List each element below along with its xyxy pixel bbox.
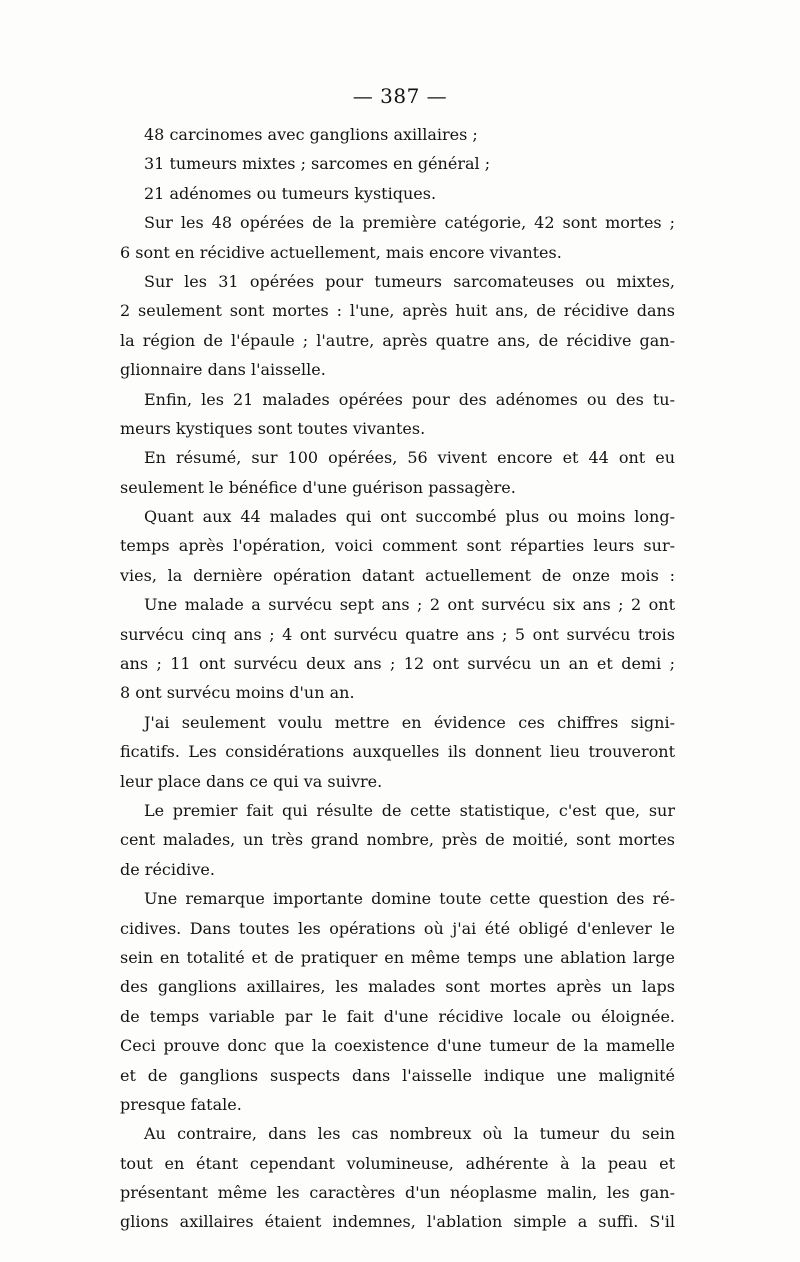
text-line: presque fatale. <box>120 1094 242 1114</box>
text-line: ficatifs. Les considérations auxquelles ils donnent lieu trouveront <box>120 742 675 762</box>
text-line: de récidive. <box>120 859 215 879</box>
text-line: et de ganglions suspects dans l'aisselle indique une malignité <box>120 1065 675 1085</box>
text-line: présentant même les caractères d'un néoplasme malin, les gan- <box>120 1183 675 1203</box>
text-line: 8 ont survécu moins d'un an. <box>120 683 355 703</box>
text-line: la région de l'épaule ; l'autre, après quatre ans, de récidive gan- <box>120 330 675 350</box>
text-line: Au contraire, dans les cas nombreux où la tumeur du sein <box>144 1124 675 1144</box>
text-line: Une remarque importante domine toute cette question des ré- <box>144 889 675 909</box>
text-line: Ceci prouve donc que la coexistence d'une tumeur de la mamelle <box>120 1036 675 1056</box>
text-line: 21 adénomes ou tumeurs kystiques. <box>144 183 437 203</box>
text-line: 6 sont en récidive actuellement, mais encore vivantes. <box>120 242 562 262</box>
text-line: glions axillaires étaient indemnes, l'ablation simple a suffi. S'il <box>120 1212 675 1232</box>
text-line: Le premier fait qui résulte de cette statistique, c'est que, sur <box>144 800 675 820</box>
text-line: J'ai seulement voulu mettre en évidence ces chiffres signi- <box>144 712 675 732</box>
text-line: 48 carcinomes avec ganglions axillaires ; <box>144 125 478 144</box>
text-line: 2 seulement sont mortes : l'une, après huit ans, de récidive dans <box>120 301 675 321</box>
text-line: de temps variable par le fait d'une récidive locale ou éloignée. <box>120 1006 675 1026</box>
text-line: survécu cinq ans ; 4 ont survécu quatre ans ; 5 ont survécu trois <box>120 624 675 644</box>
body-text <box>120 120 675 1237</box>
text-line: sein en totalité et de pratiquer en même temps une ablation large <box>120 947 675 967</box>
page-number: — 387 — <box>352 84 448 108</box>
text-line: 31 tumeurs mixtes ; sarcomes en général ; <box>144 154 491 174</box>
text-line: En résumé, sur 100 opérées, 56 vivent encore et 44 ont eu <box>144 448 675 468</box>
text-line: meurs kystiques sont toutes vivantes. <box>120 418 426 438</box>
text-line: leur place dans ce qui va suivre. <box>120 771 383 791</box>
text-line: tout en étant cependant volumineuse, adhérente à la peau et <box>120 1153 675 1173</box>
text-line: temps après l'opération, voici comment sont réparties leurs sur- <box>120 536 675 556</box>
text-line: Quant aux 44 malades qui ont succombé plus ou moins long- <box>144 507 675 527</box>
text-line: seulement le bénéfice d'une guérison passagère. <box>120 477 516 497</box>
text-line: ans ; 11 ont survécu deux ans ; 12 ont survécu un an et demi ; <box>120 654 675 674</box>
text-line: Sur les 48 opérées de la première catégorie, 42 sont mortes ; <box>144 213 675 233</box>
text-line: Sur les 31 opérées pour tumeurs sarcomateuses ou mixtes, <box>144 271 675 291</box>
text-line: cent malades, un très grand nombre, près de moitié, sont mortes <box>120 830 675 850</box>
text-line: vies, la dernière opération datant actuellement de onze mois : <box>120 565 675 585</box>
text-line: Enfin, les 21 malades opérées pour des adénomes ou des tu- <box>144 389 675 409</box>
text-line: des ganglions axillaires, les malades sont mortes après un laps <box>120 977 675 997</box>
text-line: Une malade a survécu sept ans ; 2 ont survécu six ans ; 2 ont <box>144 595 675 615</box>
text-line: glionnaire dans l'aisselle. <box>120 360 326 380</box>
text-line: cidives. Dans toutes les opérations où j'ai été obligé d'enlever le <box>120 918 675 938</box>
